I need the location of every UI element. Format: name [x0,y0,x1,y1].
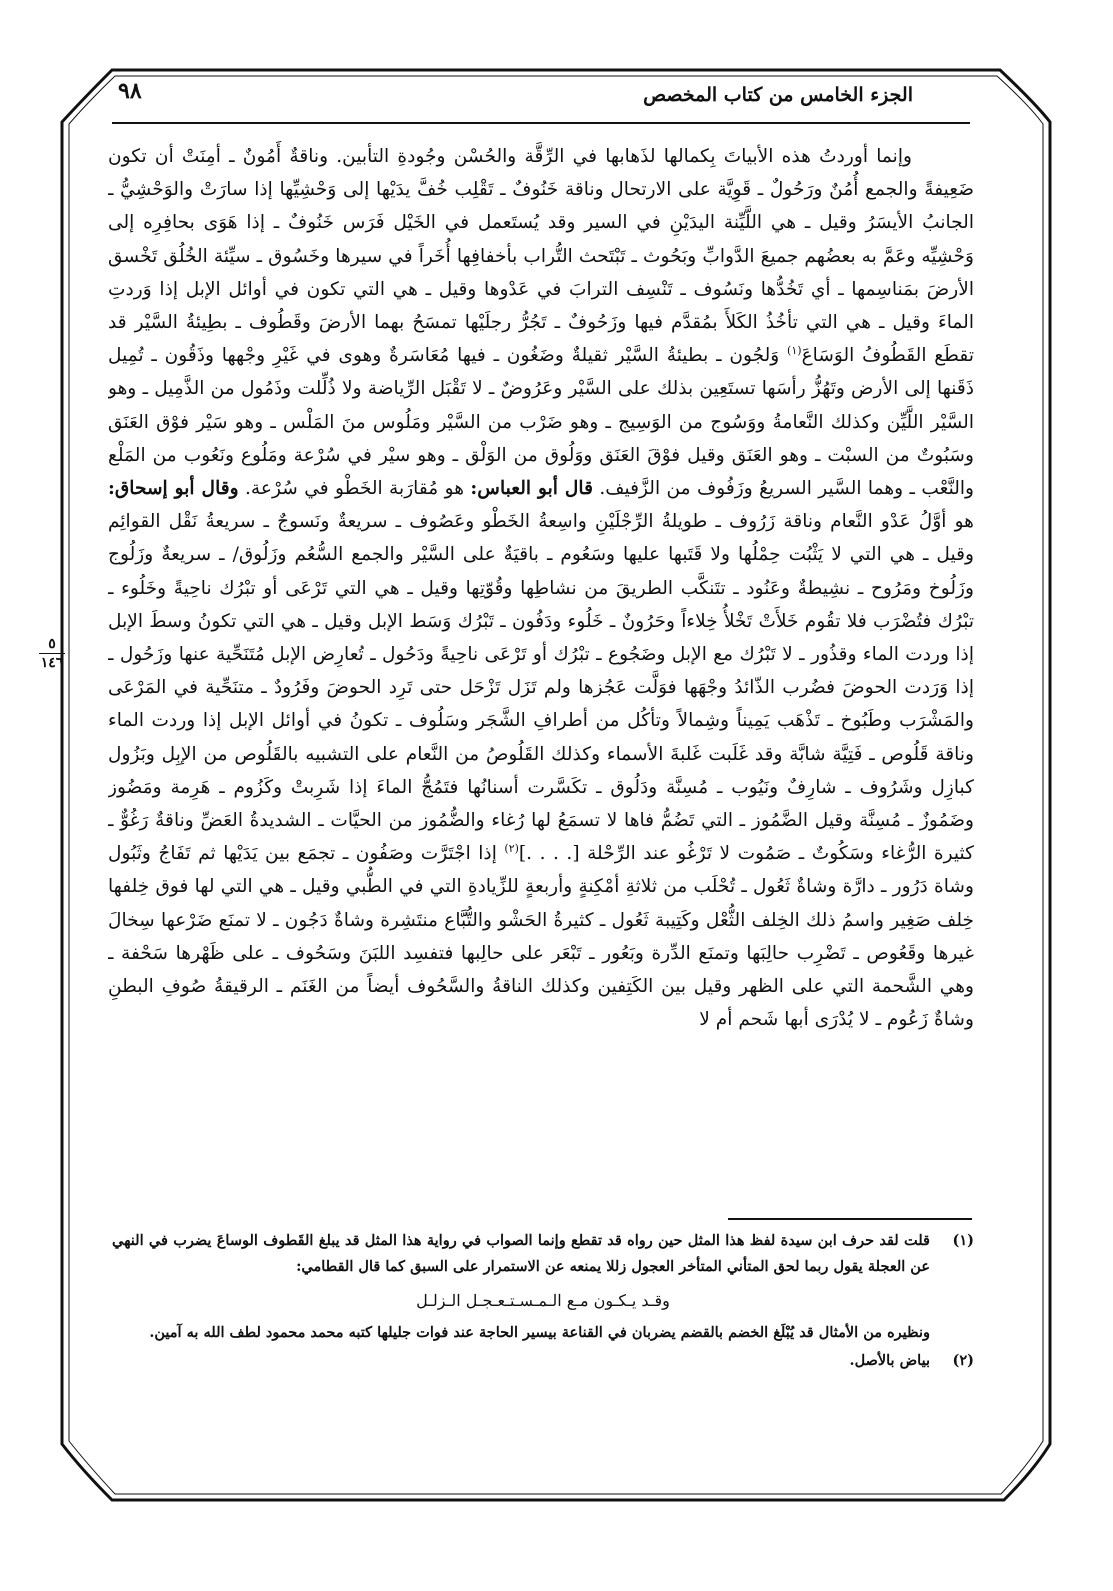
footnote-1-text: قلت لقد حرف ابن سيدة لفظ هذا المثل حين رواه قد تقطع وإنما الصواب في رواية هذا المثل قد يبلغ القَطوف الوساعَ يضرب في النهي عن العجلة يقول ربما لحق المتأني المتأخر العجول زللا يمنعه عن الاستمرار على السبق كما قال القطامي: [112,1232,930,1275]
margin-page-reference [30,636,74,671]
footnote-1 [112,1228,974,1280]
footnote-2-number: (٢) [952,1352,974,1369]
footnote-1-number: (١) [952,1232,974,1249]
speaker-abu-al-abbas: قال أبو العباس: [470,478,593,500]
footnote-ref-2: (٢) [504,842,519,856]
margin-numerator: ٥ [48,636,56,652]
text-segment: هو مُقارَبة الخَطْو في سُرْعة. [238,478,471,500]
speaker-abu-ishaq: وقال أبو إسحاق: [108,478,239,500]
footnote-rule [728,1218,972,1220]
margin-denominator: ١٤٦ [40,655,64,671]
footnote-ref-1: (١) [787,344,802,358]
text-segment: إذا اجْتَرَّت وصَفُون ـ تجمَع بين يَدَيْها ثم تَفَاجُ وثَبُول وشاة دَرُور ـ دارَّة وشاةٌ ثَعُول ـ تُحْلَب من ثلاثةِ أمْكِنةٍ وأربعةٍ للزِّيادةِ التي في الطُّبي وقيل ـ هي التي لها فوق خِلفها خِلف صَغِير واسمُ ذلك الخِلف الثُّعْل وكَتِيبة ثَعُول ـ كثيرةُ الحَشْو والتُّبَّاع منتَشِرة وشاةٌ دَجُون ـ لا تمنَع ضَرْعها سِخالَ غيرها وقَعُوص ـ تَضْرِب حالِبَها وتمنَع الدِّرة وبَعُور ـ تَبْعَر على حالِبها فتفسِد اللبَنَ وسَحُوف ـ على ظَهْرها سَحْفة ـ وهي الشَّحمة التي على الظهر وقيل بين الكَتِفين وكذلك الناقةُ والسَّحُوف أيضاً من الغَنَم ـ الرقيقةُ صُوفِ البطنِ وشاةٌ زَعُوم ـ لا يُدْرَى أبها شَحم أم لا [108,843,974,1031]
margin-fraction-bar [39,653,65,654]
text-segment: وإنما أوردتُ هذه الأبياتَ بِكمالها لذَهابها في الرِّقَّة والحُسْن وجُودةِ التأبين. وناقةٌ أَمُونٌ ـ أمِنَتْ أن تكون ضَعِيفةً والجمع أُمُنٌ ورَحُولٌ ـ قَوِيَّة على الارتحال وناقة خَنُوفٌ ـ تَقْلِب خُفَّ يدَيْها إلى وَحْشِيِّها إذا سارَتْ والوَحْشِيُّ ـ الجانبُ الأيسَرُ وقيل ـ هي اللَّيِّنة اليدَيْنِ في السير وقد يُستَعمل في الخَيْل فَرَس خَنُوفٌ ـ إذا هَوَى بحافِرِه إلى وَحْشِيِّه وعَمَّ به بعضُهم جميعَ الدَّوابِّ وبَحُوث ـ تَبْتَحث التُّراب بأخفافِها أُخَراً في سيرها وخَسُوق ـ سيِّئة الخُلُق تَخْسق الأرضَ بمَناسِمها ـ أي تَخُدُّها ونَسُوف ـ تَنْسِف الترابَ في عَدْوها وقيل ـ هي التي تكون في أوائل الإبل إذا وَردتِ الماءَ وقيل ـ هي التي تأخُذُ الكَلأَ بمُقدَّم فيها وزَحُوفٌ ـ تَجُرُّ رجلَيْها تمسَحُ بهما الأرضَ وقَطُوف ـ بطِيئةُ السَّيْر قد تقطَع القَطُوفُ الوَسَاعَ [108,146,974,367]
main-text [108,140,974,1218]
footnotes [112,1228,974,1374]
page-number: ٩٨ [118,78,142,104]
book-title: الجزء الخامس من كتاب المخصص [643,84,913,106]
footnote-1-verse: وقـد يـكـون مـع الـمـسـتـعـجـل الـزلـل [416,1291,670,1310]
footnote-1-continuation: ونظيره من الأمثال قد يُبْلَغ الخضم بالقضم يضربان في القناعة بيسير الحاجة عند فوات جليلها كتبه محمد محمود لطف الله به آمين. [149,1324,930,1341]
main-paragraph [108,140,974,1036]
text-segment: هو أوَّلُ عَدْو النَّعام وناقة زَرُوف ـ طويلةُ الرِّجْلَيْنِ واسِعةُ الخَطْو وعَصُوف ـ سريعةٌ ونَسوجٌ ـ سريعةُ نَقْل القوائِم وقيل ـ هي التي لا يَثْبُت حِمْلُها ولا قَتَبها عليها وسَعُوم ـ باقيَةٌ على السَّيْر والجمع السُّعُم وزَلُوق/ ـ سريعةٌ وزَلُوج وزَلُوخ ومَرُوح ـ نشِيطةٌ وعَنُود ـ تتَنكَّب الطريقَ من نشاطِها وقُوّتِها وقيل ـ هي التي تَرْعَى أو تبْرُك ناحِيةً وخَلُوء ـ تبْرُك فتُضْرَب فلا تقُوم خَلأَتْ تَخْلأُ خِلاءاً وحَرُونٌ ـ خَلُوء ودَفُون ـ تَبْرُك وَسَط الإبل وقيل ـ هي التي تكونُ وسطَ الإبل إذا وردت الماء وقذُور ـ لا تَبْرُك مع الإبل وضَجُوع ـ تبْرُك أو تَرْعَى ناحِيةً ودَحُول ـ تُعارِض الإبل مُتَنَحِّية عنها وزَحُول ـ إذا وَرَدت الحوضَ فضُرب الذّائدُ وجْهَها فوَلَّت عَجُزها ولم تَزَل تَزْحَل حتى تَرِد الحوضَ وفَرُودٌ ـ متنَحِّية في المَرْعَى والمَشْرَب وطَبُوخ ـ تَذْهَب يَمِيناً وشِمالاً وتأكُل من أطرافِ الشَّجَر وسَلُوف ـ تكونُ في أوائل الإبل إذا وردت الماء وناقة قَلُوص ـ فَتِيَّة شابَّة وقد غَلَبت غَلبةَ الأسماء وكذلك القَلُوصُ من النَّعام على التشبيه بالقَلُوص من الإبِل وبَزُول كبازِل وشَرُوف ـ شارِفٌ ونَيُوب ـ مُسِنَّة ودَلُوق ـ تكَسَّرت أسنانُها فتَمُجُّ الماءَ إذا شَرِبتْ وكَزُوم ـ هَرِمة ومَضُوز وضَمُوزٌ ـ مُسِنَّة وقيل الضَّمُوز ـ التي تَضُمُّ فاها لا تسمَعُ لها رُغاء والضُّمُوز من الحيَّات ـ الشديدةُ العَضِّ وناقةٌ رَغُوٌّ ـ كثيرة الرُّغاء وسَكُوتٌ ـ صَمُوت لا تَرْغُو عند الرِّحْلة [. . . .] [108,511,974,865]
footnote-2-text: بياض بالأصل. [849,1352,930,1369]
footnote-2 [112,1348,974,1374]
text-segment: وَلجُون ـ بطيئةُ السَّيْر ثقيلةٌ وضَغُون ـ فيها مُعَاسَرةٌ وهوى في غَيْرِ وجْهها وذَقُون ـ تُمِيل ذَقَنها إلى الأرض وتَهُزُّ رأسَها تستَعِين بذلك على السَّيْر وعَرُوضٌ ـ لا تَقْبَل الرِّياضة ولا ذُلِّلت وذَمُول من الذَّمِيل ـ وهو السَّيْر اللَّيِّن وكذلك النَّعامةُ ووَسُوج من الوَسِيج ـ وهو ضَرْب من السَّيْر ومَلُوس منَ المَلْس ـ وهو سَيْر فوْق العَنَق وسَبُوتٌ من السبْت ـ وهو العَنَق وقيل فوْقَ العَنَق ووَلُوق من الوَلْق ـ وهو سيْر في سُرْعة ومَلُوع ونَعُوب من المَلْع والنَّعْب ـ وهما السَّير السريعُ وزَفُوف من الزَّفيف. [108,345,974,500]
header-rule [112,122,970,124]
